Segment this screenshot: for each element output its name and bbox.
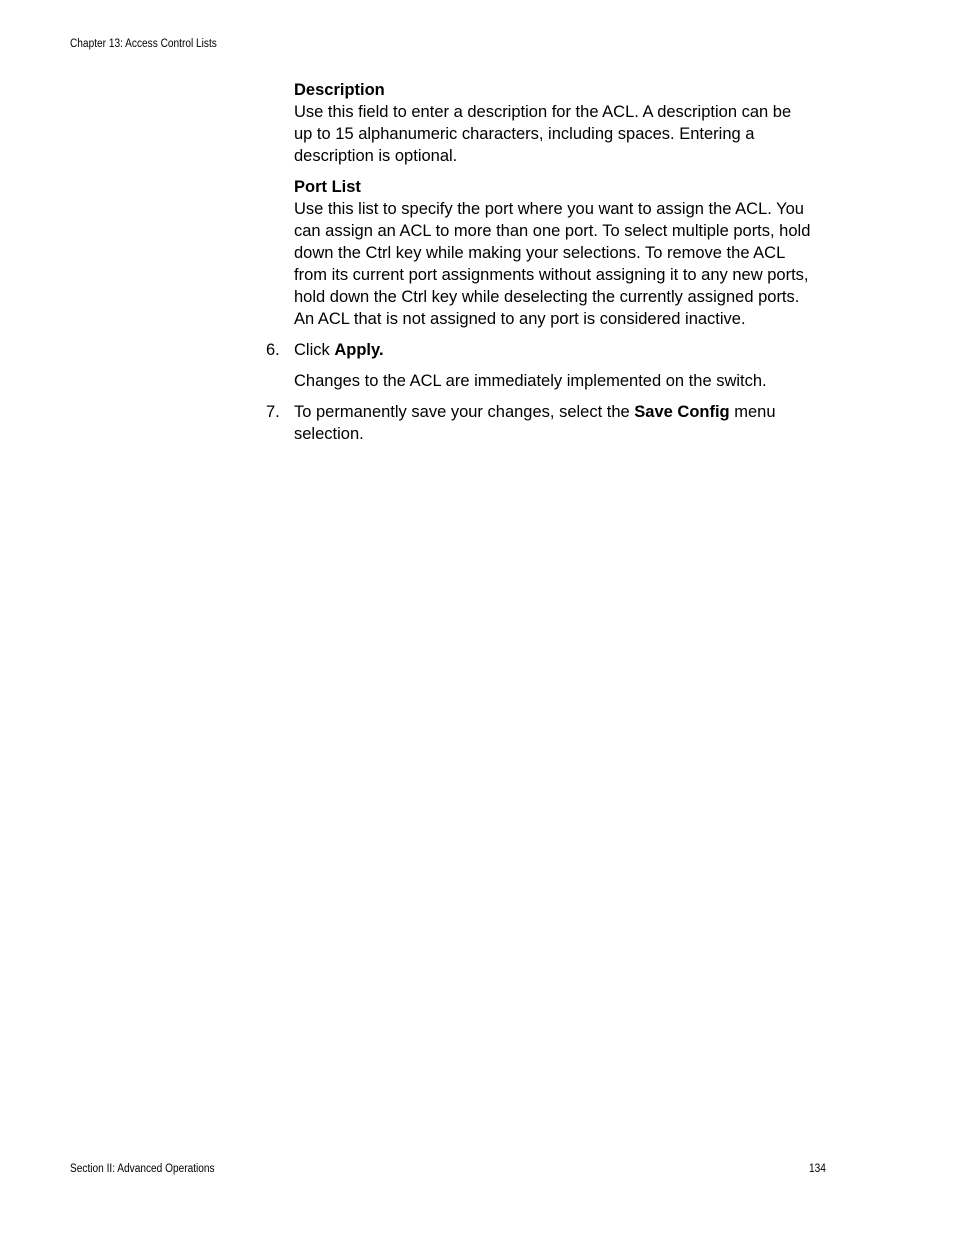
field-term: Description	[294, 81, 385, 99]
field-definition: Use this list to specify the port where you want to assign the ACL. You can assign an ACL to more than one port. To select multiple ports, hold down the Ctrl key while making your selections. To remove the ACL from its current port assignments without assigning it to any new ports, hold down the Ctrl key while deselecting the currently assigned ports. An ACL that is not assigned to any port is considered inactive.	[294, 200, 811, 328]
step-number: 6.	[266, 341, 280, 359]
ui-term: Apply.	[334, 341, 384, 359]
step-7	[266, 401, 814, 445]
field-term: Port List	[294, 178, 361, 196]
ui-term: Save Config	[634, 403, 730, 421]
running-header: Chapter 13: Access Control Lists	[70, 38, 217, 50]
step-number: 7.	[266, 403, 280, 421]
page-body	[266, 79, 814, 454]
step-instruction: To permanently save your changes, select the Save Config menu selection.	[294, 403, 776, 443]
running-footer: Section II: Advanced Operations	[70, 1163, 215, 1175]
step-6	[266, 339, 814, 392]
field-port-list	[294, 176, 814, 330]
field-definition: Use this field to enter a description for the ACL. A description can be up to 15 alphanumeric characters, including spaces. Entering a description is optional.	[294, 103, 792, 165]
field-description	[294, 79, 814, 167]
page-number: 134	[809, 1163, 826, 1175]
step-instruction: Click Apply.	[294, 341, 384, 359]
step-followup: Changes to the ACL are immediately implemented on the switch.	[294, 372, 767, 390]
